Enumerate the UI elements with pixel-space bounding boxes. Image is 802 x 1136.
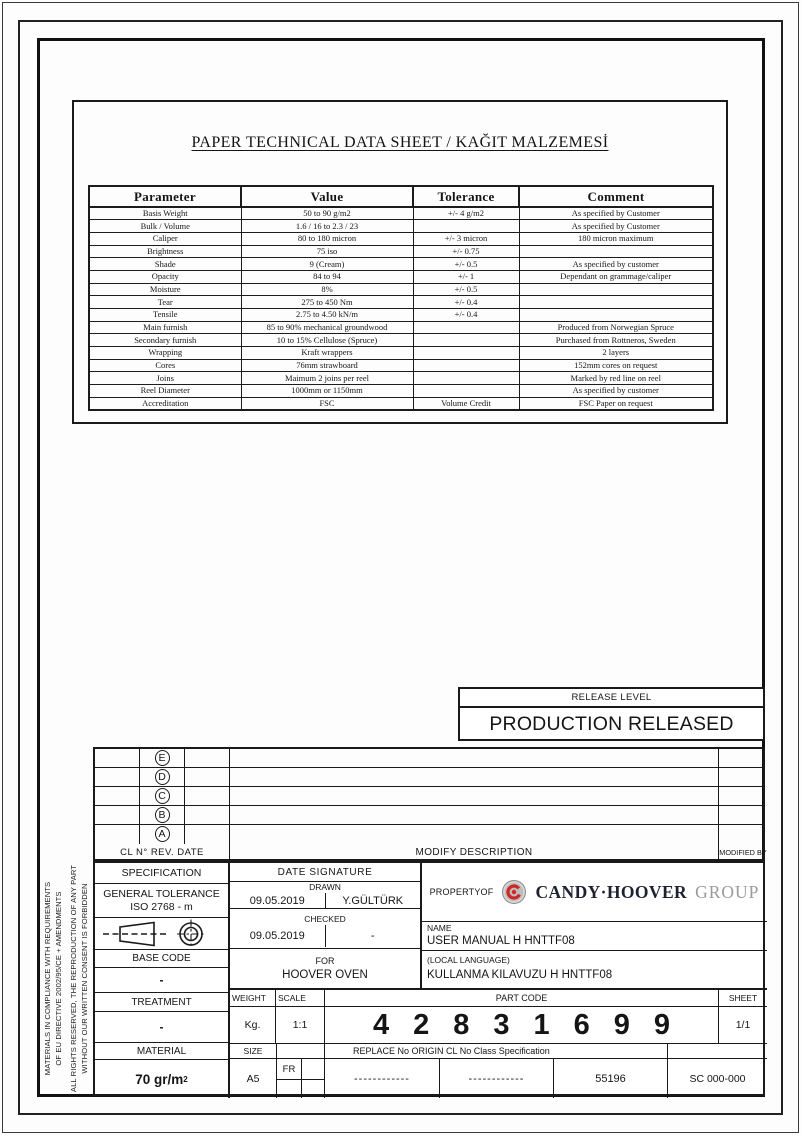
table-cell-parameter: Cores (89, 359, 241, 372)
table-cell-tolerance (413, 220, 519, 233)
table-row (89, 232, 713, 245)
local-language-row (422, 951, 767, 990)
modify-description-header: MODIFY DESCRIPTION (230, 844, 719, 863)
weight-value: Kg. (230, 1007, 276, 1044)
column-header-parameter: Parameter (89, 186, 241, 207)
table-cell-parameter: Reel Diameter (89, 385, 241, 398)
fr-grid (277, 1059, 325, 1098)
local-language-value: KULLANMA KILAVUZU H HNTTF08 (427, 969, 613, 981)
revision-row (95, 806, 763, 825)
treatment-value: - (95, 1012, 230, 1043)
part-code-label: PART CODE (325, 990, 719, 1007)
base-code-label: BASE CODE (95, 950, 230, 968)
table-row (89, 270, 713, 283)
material-value (95, 1060, 230, 1098)
modified-by-header: MODIFIED BY (719, 848, 767, 857)
table-cell-value: FSC (241, 397, 413, 410)
revision-cell (230, 749, 719, 767)
material-label: MATERIAL (95, 1043, 230, 1060)
table-cell-tolerance: +/- 1 (413, 270, 519, 283)
part-code-value: 42831699 (325, 1007, 719, 1044)
general-tolerance-line1: GENERAL TOLERANCE (103, 887, 220, 900)
drawn-label: DRAWN (309, 882, 341, 892)
specification-label: SPECIFICATION (95, 863, 230, 884)
table-row (89, 334, 713, 347)
table-row (89, 321, 713, 334)
revision-letter-badge: D (155, 769, 170, 785)
table-cell-value: Kraft wrappers (241, 347, 413, 360)
brand-suffix: GROUP (695, 881, 760, 902)
replace-empty-cell (668, 1044, 767, 1059)
table-cell-parameter: Moisture (89, 283, 241, 296)
table-cell-comment: 152mm cores on request (519, 359, 713, 372)
table-cell-tolerance (413, 359, 519, 372)
table-row (89, 397, 713, 410)
size-label: SIZE (230, 1044, 277, 1059)
table-row (89, 385, 713, 398)
table-cell-tolerance (413, 321, 519, 334)
table-row (89, 372, 713, 385)
size-value: A5 (230, 1059, 277, 1098)
table-cell-comment: FSC Paper on request (519, 397, 713, 410)
revision-rows (95, 749, 763, 844)
general-tolerance-line2: ISO 2768 - m (130, 900, 193, 913)
base-code-value: - (95, 968, 230, 993)
parameter-table (88, 185, 714, 411)
table-cell-parameter: Caliper (89, 232, 241, 245)
revision-cell (719, 806, 767, 824)
fr-empty-2 (277, 1080, 302, 1098)
table-cell-parameter: Wrapping (89, 347, 241, 360)
name-label: NAME (427, 923, 452, 933)
sheet-value: 1/1 (719, 1007, 767, 1044)
column-header-value: Value (241, 186, 413, 207)
name-value: USER MANUAL H HNTTF08 (427, 935, 575, 947)
table-cell-comment: As specified by customer (519, 385, 713, 398)
table-cell-value: 9 (Cream) (241, 258, 413, 271)
table-cell-value: 275 to 450 Nm (241, 296, 413, 309)
compliance-line: ALL RIGHTS RESERVED, THE REPRODUCTION OF ANY PART (69, 864, 78, 1093)
scale-label: SCALE (276, 990, 325, 1007)
table-cell-value: 1000mm or 1150mm (241, 385, 413, 398)
table-row (89, 296, 713, 309)
table-cell-comment: 2 layers (519, 347, 713, 360)
weight-label: WEIGHT (230, 990, 276, 1007)
revision-letter-badge: A (155, 826, 170, 842)
replace-value-2: ------------ (440, 1059, 554, 1098)
revision-letter-badge: B (155, 807, 170, 823)
for-row (230, 949, 422, 990)
revision-cell (719, 768, 767, 786)
release-status: PRODUCTION RELEASED (489, 713, 734, 735)
table-body (89, 207, 713, 410)
revision-cell (95, 787, 140, 805)
table-cell-comment (519, 296, 713, 309)
revision-cell (719, 749, 767, 767)
brand-name: CANDY·HOOVER (535, 881, 688, 902)
revision-cell (140, 749, 185, 767)
revision-cell (140, 825, 185, 844)
table-cell-comment: 180 micron maximum (519, 232, 713, 245)
revision-cell (95, 825, 140, 844)
table-cell-parameter: Joins (89, 372, 241, 385)
revision-cell (185, 787, 230, 805)
table-cell-parameter: Tear (89, 296, 241, 309)
table-header-row (89, 186, 713, 207)
revision-cell (140, 768, 185, 786)
revision-cell (185, 749, 230, 767)
revision-cell (230, 768, 719, 786)
table-cell-tolerance: +/- 0.75 (413, 245, 519, 258)
name-row (422, 922, 767, 951)
table-cell-value: 80 to 180 micron (241, 232, 413, 245)
revision-cell (95, 749, 140, 767)
table-cell-tolerance: +/- 0.4 (413, 296, 519, 309)
replace-value-1: ------------ (325, 1059, 440, 1098)
revision-cell (719, 787, 767, 805)
table-cell-tolerance: +/- 3 micron (413, 232, 519, 245)
compliance-line: MATERIALS IN COMPLIANCE WITH REQUIREMENTS (43, 881, 52, 1076)
table-row (89, 207, 713, 220)
table-cell-tolerance: Volume Credit (413, 397, 519, 410)
table-cell-comment: Produced from Norwegian Spruce (519, 321, 713, 334)
revision-row (95, 787, 763, 806)
table-cell-value: 8% (241, 283, 413, 296)
table-cell-parameter: Main furnish (89, 321, 241, 334)
revision-cell (140, 806, 185, 824)
checked-row (230, 909, 422, 949)
table-cell-value: 10 to 15% Cellulose (Spruce) (241, 334, 413, 347)
table-cell-parameter: Bulk / Volume (89, 220, 241, 233)
table-cell-tolerance: +/- 4 g/m2 (413, 207, 519, 220)
checked-signature: - (325, 925, 421, 947)
revision-cell (230, 787, 719, 805)
table-row (89, 258, 713, 271)
table-row (89, 347, 713, 360)
revision-table (93, 747, 765, 861)
checked-date: 09.05.2019 (249, 930, 305, 942)
table-cell-parameter: Brightness (89, 245, 241, 258)
revision-cell (185, 825, 230, 844)
table-cell-tolerance (413, 385, 519, 398)
table-cell-value: 2.75 to 4.50 kN/m (241, 309, 413, 322)
table-cell-comment: As specified by Customer (519, 220, 713, 233)
first-angle-projection-icon (96, 919, 227, 949)
drawn-date: 09.05.2019 (249, 894, 305, 907)
column-header-tolerance: Tolerance (413, 186, 519, 207)
table-cell-comment (519, 245, 713, 258)
table-cell-value: 76mm strawboard (241, 359, 413, 372)
table-row (89, 220, 713, 233)
page-title: PAPER TECHNICAL DATA SHEET / KAĞIT MALZEMESİ (191, 134, 609, 151)
for-label: FOR (315, 955, 335, 966)
revision-row (95, 749, 763, 768)
table-cell-comment: Purchased from Rottneros, Sweden (519, 334, 713, 347)
table-row (89, 245, 713, 258)
table-cell-value: 1.6 / 16 to 2.3 / 23 (241, 220, 413, 233)
for-value: HOOVER OVEN (282, 968, 368, 981)
revision-footer-left: CL N° REV. DATE (95, 844, 230, 863)
projection-symbol-cell (95, 918, 230, 950)
fr-value: FR (277, 1059, 302, 1080)
revision-row (95, 768, 763, 787)
revision-cell (95, 768, 140, 786)
table-cell-value: 84 to 94 (241, 270, 413, 283)
property-of-row (422, 863, 767, 922)
drawn-row (230, 882, 422, 909)
scale-value: 1:1 (276, 1007, 325, 1044)
compliance-note (40, 861, 93, 1096)
table-cell-parameter: Opacity (89, 270, 241, 283)
table-cell-value: 75 iso (241, 245, 413, 258)
checked-label: CHECKED (304, 914, 346, 924)
table-row (89, 283, 713, 296)
table-cell-tolerance: +/- 0.5 (413, 283, 519, 296)
table-cell-parameter: Shade (89, 258, 241, 271)
table-cell-comment (519, 309, 713, 322)
property-of-label: PROPERTYOF (429, 887, 494, 897)
revision-cell (230, 806, 719, 824)
table-cell-comment: Dependant on grammage/caliper (519, 270, 713, 283)
revision-letter-badge: E (155, 750, 170, 766)
size-empty-cell (277, 1044, 325, 1059)
compliance-line: WITHOUT OUR WRITTEN CONSENT IS FORBIDDEN (79, 883, 89, 1074)
table-cell-comment: As specified by customer (519, 258, 713, 271)
general-tolerance-cell (95, 884, 230, 918)
revision-cell (185, 806, 230, 824)
local-language-label: (LOCAL LANGUAGE) (427, 955, 510, 965)
table-row (89, 359, 713, 372)
compliance-line: OF EU DIRECTIVE 2002/95/CE + AMENDMENTS (53, 891, 63, 1066)
date-signature-header: DATE SIGNATURE (230, 863, 422, 882)
fr-empty-1 (302, 1059, 325, 1080)
revision-cell (140, 787, 185, 805)
table-cell-comment (519, 283, 713, 296)
revision-row (95, 825, 763, 844)
table-cell-value: 50 to 90 g/m2 (241, 207, 413, 220)
table-cell-parameter: Basis Weight (89, 207, 241, 220)
sheet-label: SHEET (719, 990, 767, 1007)
revision-cell (719, 825, 767, 844)
table-cell-value: 85 to 90% mechanical groundwood (241, 321, 413, 334)
table-cell-comment: As specified by Customer (519, 207, 713, 220)
material-value-text: 70 gr/m (135, 1071, 184, 1087)
material-exponent: 2 (183, 1074, 188, 1084)
table-cell-tolerance: +/- 0.5 (413, 258, 519, 271)
table-cell-tolerance: +/- 0.4 (413, 309, 519, 322)
release-level-box (458, 687, 765, 741)
candy-hoover-logo-icon (501, 879, 527, 905)
compliance-note-text (40, 861, 93, 1096)
table-cell-parameter: Tensile (89, 309, 241, 322)
table-cell-tolerance (413, 372, 519, 385)
treatment-label: TREATMENT (95, 993, 230, 1012)
replace-header: REPLACE No ORIGIN CL No Class Specification (325, 1044, 668, 1059)
revision-cell (230, 825, 719, 844)
column-header-comment: Comment (519, 186, 713, 207)
class-specification-value: SC 000-000 (689, 1072, 746, 1085)
table-cell-parameter: Accreditation (89, 397, 241, 410)
table-cell-parameter: Secondary furnish (89, 334, 241, 347)
table-cell-tolerance (413, 347, 519, 360)
revision-cell (95, 806, 140, 824)
table-cell-comment: Marked by red line on reel (519, 372, 713, 385)
origin-value: 55196 (554, 1059, 668, 1098)
revision-cell (185, 768, 230, 786)
fr-empty-3 (302, 1080, 325, 1098)
revision-letter-badge: C (155, 788, 170, 804)
release-level-label: RELEASE LEVEL (460, 689, 763, 708)
drawn-signature: Y.GÜLTÜRK (325, 893, 421, 908)
table-cell-tolerance (413, 334, 519, 347)
table-row (89, 309, 713, 322)
table-cell-value: Maimum 2 joins per reel (241, 372, 413, 385)
title-block (93, 861, 765, 1096)
